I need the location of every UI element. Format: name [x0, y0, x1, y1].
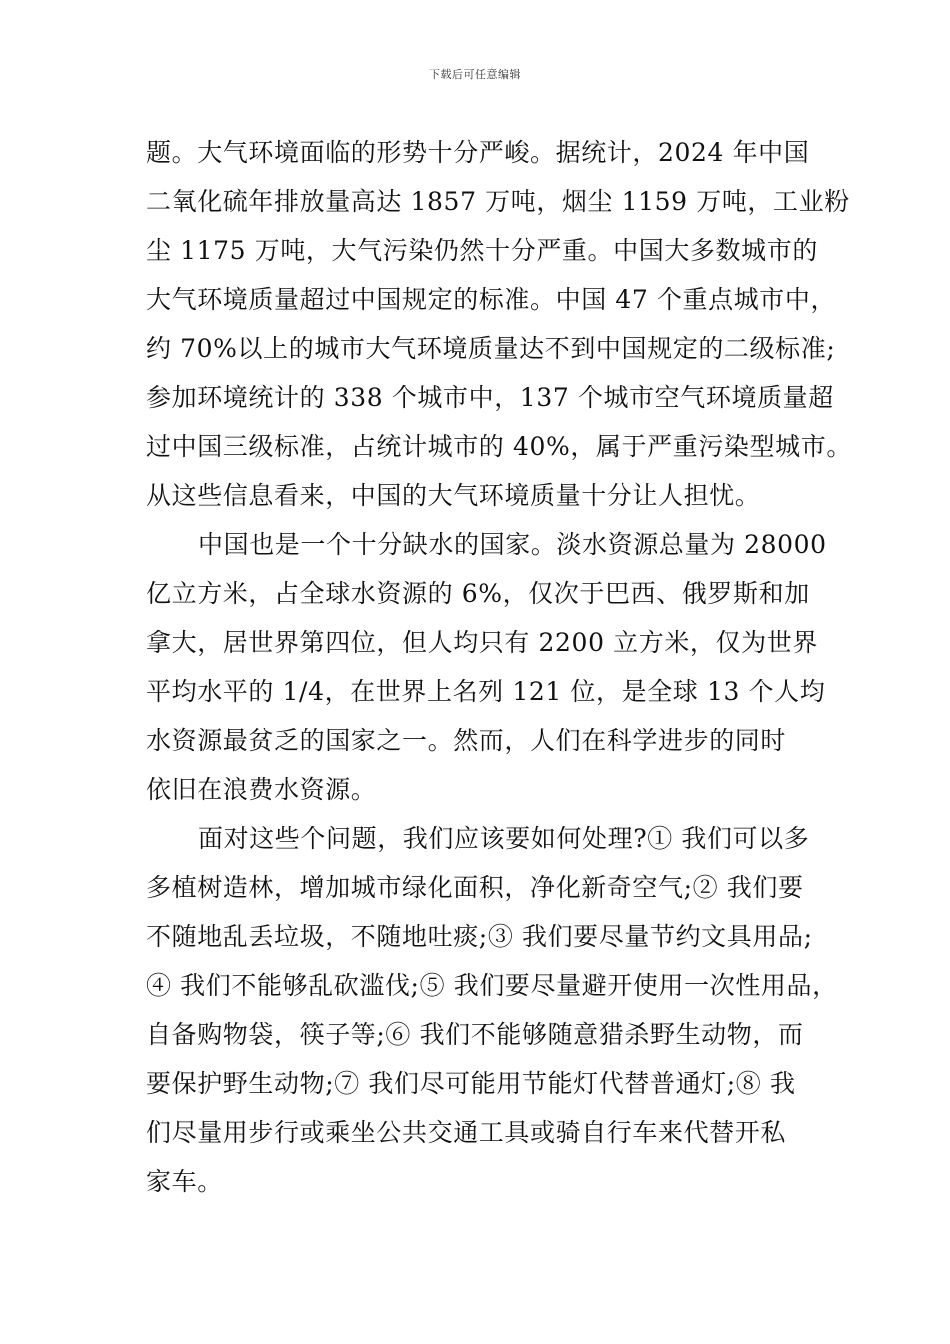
text-line: 尘 1175 万吨，大气污染仍然十分严重。中国大多数城市的 [146, 236, 818, 265]
paragraph-water-shortage [146, 520, 827, 814]
paragraph-solutions [146, 814, 838, 1206]
text-line: 从这些信息看来，中国的大气环境质量十分让人担忧。 [146, 481, 761, 510]
text-line: 们尽量用步行或乘坐公共交通工具或骑自行车来代替开私 [146, 1118, 787, 1147]
text-line: 平均水平的 1/4，在世界上名列 121 位，是全球 13 个人均 [146, 677, 826, 706]
text-line: 多植树造林，增加城市绿化面积，净化新奇空气;② 我们要 [146, 873, 804, 902]
text-line: 大气环境质量超过中国规定的标准。中国 47 个重点城市中， [146, 285, 837, 314]
text-line: 过中国三级标准，占统计城市的 40%，属于严重污染型城市。 [146, 432, 852, 461]
text-line: 不随地乱丢垃圾，不随地吐痰;③ 我们要尽量节约文具用品; [146, 922, 813, 951]
text-line: 面对这些个问题，我们应该要如何处理?① 我们可以多 [198, 824, 810, 853]
text-line: 自备购物袋，筷子等;⑥ 我们不能够随意猎杀野生动物，而 [146, 1020, 804, 1049]
text-line: 约 70%以上的城市大气环境质量达不到中国规定的二级标准; [146, 334, 836, 363]
text-line: 题。大气环境面临的形势十分严峻。据统计，2024 年中国 [146, 138, 810, 167]
text-line: 亿立方米，占全球水资源的 6%，仅次于巴西、俄罗斯和加 [146, 579, 810, 608]
text-line: 二氧化硫年排放量高达 1857 万吨，烟尘 1159 万吨，工业粉 [146, 187, 850, 216]
text-line: 拿大，居世界第四位，但人均只有 2200 立方米，仅为世界 [146, 628, 818, 657]
text-line: 家车。 [146, 1167, 223, 1196]
text-line: 水资源最贫乏的国家之一。然而，人们在科学进步的同时 [146, 726, 787, 755]
text-line: 中国也是一个十分缺水的国家。淡水资源总量为 28000 [198, 530, 827, 559]
text-line: 依旧在浪费水资源。 [146, 775, 377, 804]
text-line: 参加环境统计的 338 个城市中，137 个城市空气环境质量超 [146, 383, 834, 412]
text-line: 要保护野生动物;⑦ 我们尽可能用节能灯代替普通灯;⑧ 我 [146, 1069, 796, 1098]
page-header: 下载后可任意编辑 [429, 68, 521, 81]
document-body [146, 128, 852, 1206]
text-line: ④ 我们不能够乱砍滥伐;⑤ 我们要尽量避开使用一次性用品， [146, 971, 838, 1000]
paragraph-air-pollution [146, 128, 852, 520]
